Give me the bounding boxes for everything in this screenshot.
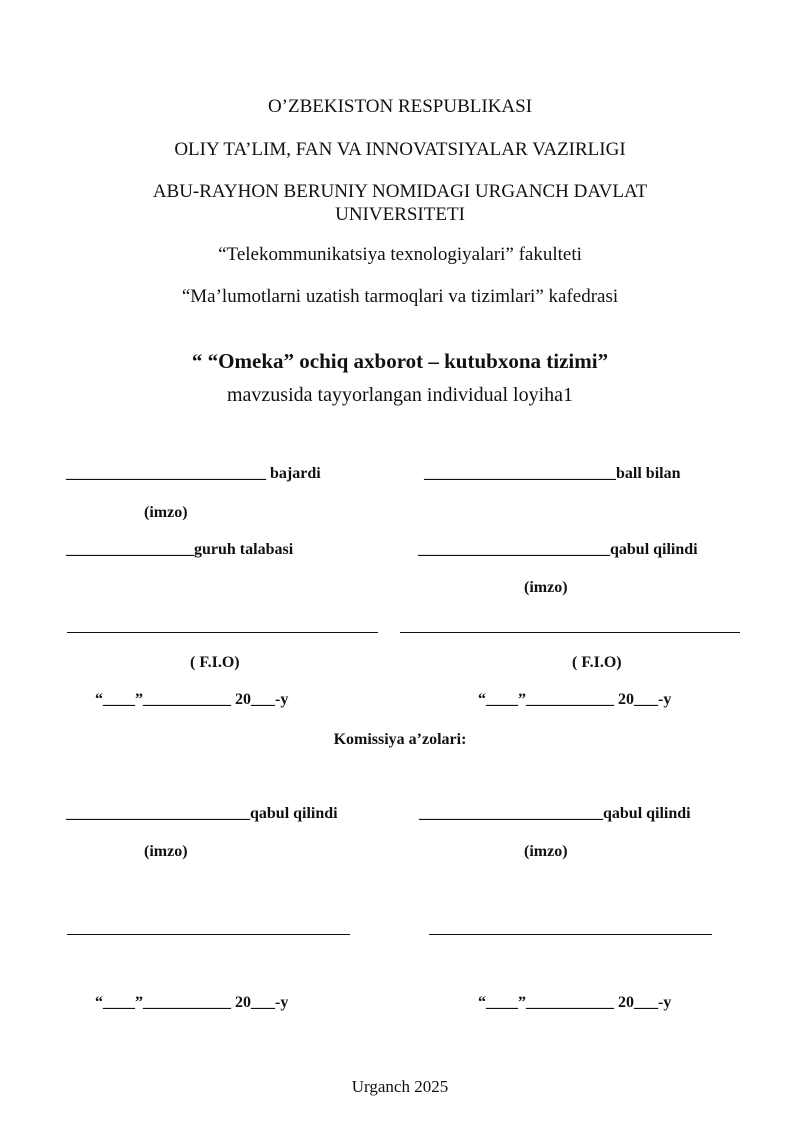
commission-left-date: “____”___________ 20___-y	[95, 994, 289, 1011]
project-title: “ “Omeka” ochiq axborot – kutubxona tizimi”	[191, 349, 609, 373]
qabul-qilindi-line: ________________________qabul qilindi	[418, 541, 698, 558]
project-subtitle: mavzusida tayyorlangan individual loyiha1	[226, 384, 574, 406]
bajardi-line: _________________________ bajardi	[66, 465, 321, 482]
faculty-name: “Telekommunikatsiya texnologiyalari” fakulteti	[218, 244, 582, 265]
commission-left-name-line	[67, 934, 350, 935]
right-fio-label: ( F.I.O)	[572, 654, 622, 671]
place-year: Urganch 2025	[351, 1077, 449, 1096]
guruh-talabasi-line: ________________guruh talabasi	[66, 541, 294, 558]
university-name-line2: UNIVERSITETI	[335, 204, 465, 225]
left-name-line	[67, 632, 378, 633]
commission-right-name-line	[429, 934, 712, 935]
left-fio-label: ( F.I.O)	[190, 654, 240, 671]
commission-left-imzo: (imzo)	[144, 843, 188, 860]
left-imzo-label: (imzo)	[144, 504, 188, 521]
department-name: “Ma’lumotlarni uzatish tarmoqlari va tizimlari” kafedrasi	[181, 286, 619, 307]
commission-right-date: “____”___________ 20___-y	[478, 994, 672, 1011]
commission-left-qabul: _______________________qabul qilindi	[66, 805, 338, 822]
ministry-name: OLIY TA’LIM, FAN VA INNOVATSIYALAR VAZIRLIGI	[174, 139, 626, 160]
commission-right-qabul: _______________________qabul qilindi	[419, 805, 691, 822]
right-date-line: “____”___________ 20___-y	[478, 691, 672, 708]
ball-bilan-line: ________________________ball bilan	[424, 465, 681, 482]
right-imzo-label: (imzo)	[524, 579, 568, 596]
university-name-line1: ABU-RAYHON BERUNIY NOMIDAGI URGANCH DAVLAT	[152, 181, 648, 202]
left-date-line: “____”___________ 20___-y	[95, 691, 289, 708]
commission-right-imzo: (imzo)	[524, 843, 568, 860]
right-name-line	[400, 632, 740, 633]
commission-heading: Komissiya a’zolari:	[333, 731, 467, 748]
republic-name: O’ZBEKISTON RESPUBLIKASI	[267, 96, 533, 117]
